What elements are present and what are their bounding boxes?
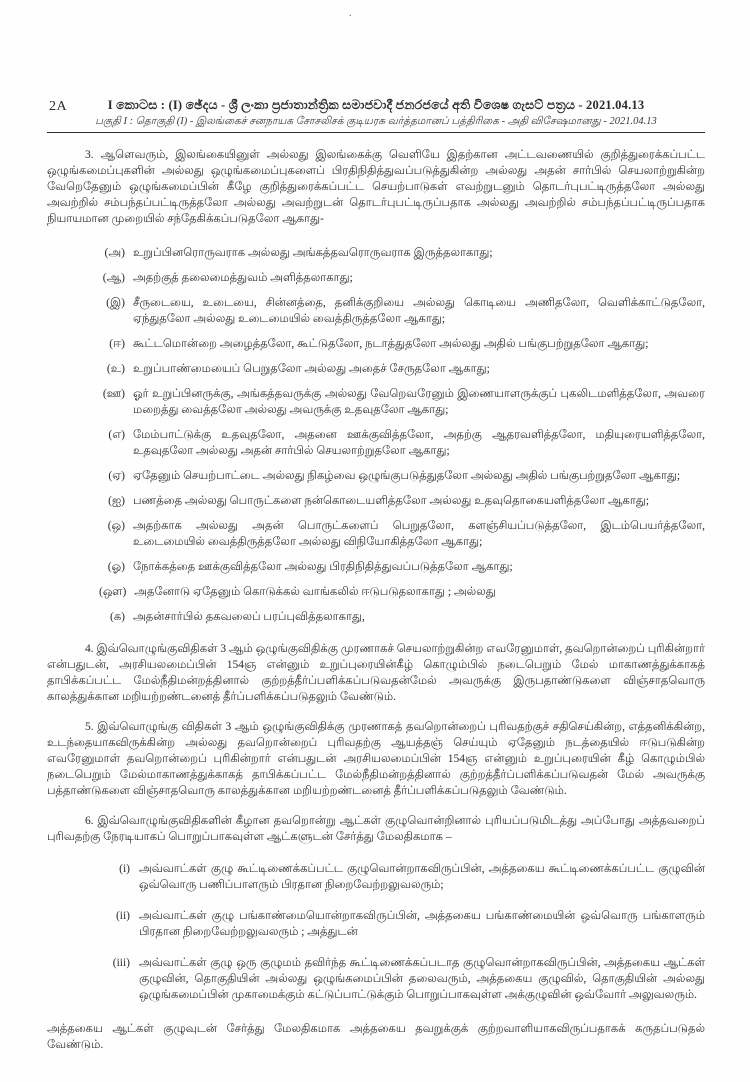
clause-item [99, 245, 705, 261]
clause-marker: (ஈ) [109, 338, 125, 350]
subclause-text: அவ்வாட்கள் குழு ஒரு குழுமம் தவிர்ந்த கூட்டிணைக்கப்படாத குழுவொன்றாகவிருப்பின், அத்தகைய ஆட்கள் குழுவின், தொகுதியின் அல்லது ஒழுங்கமைப்பின் தலைவரும், அத்தகைய குழுவில், தொகுதியின் அல்லது ஒழுங்கமைப்பின் முகாமைக்கும் கட்டுப்பாட்டுக்கும் பொறுப்பாகவுள்ள அக்குழுவின் ஒவ்வோர் அலுவலரும். [139, 957, 705, 1001]
clause-item [99, 468, 705, 484]
subclause-marker: (i) [119, 863, 130, 875]
subclause-item [109, 908, 705, 940]
clause-text: ஏதேனும் செயற்பாட்டை அல்லது நிகழ்வை ஒழுங்குபடுத்துதலோ அல்லது அதில் பங்குபற்றுதலோ ஆகாது; [133, 470, 681, 482]
subclause-text: அவ்வாட்கள் குழு கூட்டிணைக்கப்பட்ட குழுவொன்றாகவிருப்பின், அத்தகைய கூட்டிணைக்கப்பட்ட குழுவின் ஒவ்வொரு பணிப்பாளரும் பிரதான நிறைவேற்றலுவலரும்; [139, 863, 705, 891]
clause-text: உறுப்பினரொருவராக அல்லது அங்கத்தவரொருவராக இருத்தலாகாது; [133, 247, 493, 259]
clause-text: அதனோடு ஏதேனும் கொடுக்கல் வாங்கலில் ஈடுபடுதலாகாது ; அல்லது [134, 586, 496, 598]
subclause-item [109, 955, 705, 1003]
clause-text: அதன்சார்பில் தகவலைப் பரப்புவித்தலாகாது, [133, 611, 365, 623]
clause-marker: (எ) [108, 429, 125, 441]
clause-text: நோக்கத்தை ஊக்குவித்தலோ அல்லது பிரதிநிதித்துவப்படுத்தலோ ஆகாது; [133, 561, 513, 573]
clause-text: கூட்டமொன்றை அழைத்தலோ, கூட்டுதலோ, நடாத்துதலோ அல்லது அதில் பங்குபற்றுதலோ ஆகாது; [133, 338, 649, 350]
clause-marker: (இ) [106, 297, 125, 309]
subclause-marker: (iii) [112, 957, 130, 969]
clause-item [99, 270, 705, 286]
clause-text: பணத்தை அல்லது பொருட்களை நன்கொடையளித்தலோ அல்லது உதவுதொகையளித்தலோ ஆகாது; [133, 495, 650, 507]
page-number: 2A [49, 99, 68, 114]
subclause-item [109, 861, 705, 893]
clause-marker: (ஏ) [108, 470, 125, 482]
paragraph-4: 4. இவ்வொழுங்குவிதிகள் 3 ஆம் ஒழுங்குவிதிக்கு முரணாகச் செயலாற்றுகின்ற எவரேனுமாள், தவறொன்றைப் புரிகின்றார் என்பதுடன், அரசியலமைப்பின் 154ஞ என்னும் உறுப்புரையின்கீழ் கொழும்பில் நடைபெறும் மேல் மாகாணத்துக்காகத் தாபிக்கப்பட்ட மேல்நீதிமன்றத்தினால் குற்றத்தீர்ப்பளிக்கப்படுவதன்மேல் அவருக்கு இருபதாண்டுகளை விஞ்சாதவொரு காலத்துக்கான மறியற்றண்டனைத் தீர்ப்பளிக்கப்படுதலும் வேண்டும். [47, 643, 705, 703]
clause-text: அதற்குத் தலைமைத்துவம் அளித்தலாகாது; [133, 272, 353, 284]
paragraph-5: 5. இவ்வொழுங்கு விதிகள் 3 ஆம் ஒழுங்குவிதிக்கு முரணாகத் தவறொன்றைப் புரிவதற்குச் சதிசெய்கின்ற, எத்தனிக்கின்ற, உடந்தையாகவிருக்கின்ற அல்லது தவறொன்றைப் புரிவதற்கு ஆயத்தஞ் செய்யும் ஏதேனும் நடத்தையில் ஈடுபடுகின்ற எவரேனுமாள் தவறொன்றைப் புரிகின்றார் என்பதுடன் அரசியலமைப்பின் 154ஞ என்னும் உறுப்புரையின் கீழ் கொழும்பில் நடைபெறும் மேல்மாகாணத்துக்காகத் தாபிக்கப்பட்ட மேல்நீதிமன்றத்தினால் குற்றத்தீர்ப்பளிக்கப்படுவதன் மேல் அவருக்கு பத்தாண்டுகளை விஞ்சாதவொரு காலத்துக்கான மறியற்றண்டனைத் தீர்ப்பளிக்கப்படுதலும் வேண்டும். [47, 721, 705, 797]
clause-item [99, 493, 705, 509]
clause-text: அதற்காக அல்லது அதன் பொருட்களைப் பெறுதலோ, களஞ்சியப்படுத்தலோ, இடம்பெயர்த்தலோ, உடைமையில் வைத்திருத்தலோ அல்லது விநியோகித்தலோ ஆகாது; [133, 520, 705, 548]
clause-item [99, 584, 705, 600]
closing-paragraph: அத்தகைய ஆட்கள் குழுவுடன் சேர்த்து மேலதிகமாக அத்தகைய தவறுக்குக் குற்றவாளியாகவிருப்பதாகக் கருதப்படுதல் வேண்டும். [47, 1023, 705, 1051]
clause-text: சீருடையை, உடையை, சின்னத்தை, தனிக்குறியை அல்லது கொடியை அணிதலோ, வெளிக்காட்டுதலோ, ஏந்துதலோ அல்லது உடைமையில் வைத்திருத்தலோ ஆகாது; [133, 297, 705, 325]
clause-marker: (ஐ) [108, 495, 125, 507]
clause-text: உறுப்பாண்மையைப் பெறுதலோ அல்லது அதைச் சேருதலோ ஆகாது; [133, 363, 490, 375]
clause-marker: (ஓ) [107, 561, 125, 573]
clause-item [99, 386, 705, 418]
header-line-tamil: பகுதி I : தொகுதி (I) - இலங்கைச் சனநாயக சோசலிசக் குடியரசு வர்த்தமானப் பத்திரிகை - அதி விசேஷமானது - 2021.04.13 [95, 116, 657, 127]
page-header [47, 98, 705, 133]
clause-marker: (அ) [104, 247, 125, 259]
clause-list-3 [47, 245, 705, 625]
document-body [47, 147, 705, 1053]
clause-marker: (ஊ) [102, 388, 125, 400]
clause-item [99, 559, 705, 575]
subclause-marker: (ii) [115, 910, 130, 922]
paragraph-6: 6. இவ்வொழுங்குவிதிகளின் கீழான தவறொன்று ஆட்கள் குழுவொன்றினால் புரியப்படுமிடத்து அப்போது அத்தவறைப் புரிவதற்கு நேரடியாகப் பொறுப்பாகவுள்ள ஆட்களுடன் சேர்த்து மேலதிகமாக – [47, 815, 705, 843]
clause-marker: (ஒ) [107, 520, 125, 532]
clause-item [99, 427, 705, 459]
clause-item [99, 295, 705, 327]
header-line-sinhala: I කොටස : (I) ඡේදය - ශ්‍රී ලංකා ප්‍රජාතාන්ත්‍රික සමාජවාදී ජනරජයේ අති විශෙෂ ගැසට් පත්‍රය - 2021.04.13 [107, 98, 645, 112]
clause-marker: (க) [109, 611, 125, 623]
clause-item [99, 361, 705, 377]
clause-item [99, 336, 705, 352]
subclause-text: அவ்வாட்கள் குழு பங்காண்மையொன்றாகவிருப்பின், அத்தகைய பங்காண்மையின் ஒவ்வொரு பங்காளரும் பிரதான நிறைவேற்றலுவலரும் ; அத்துடன் [139, 910, 705, 938]
clause-text: மேம்பாட்டுக்கு உதவுதலோ, அதனை ஊக்குவித்தலோ, அதற்கு ஆதரவளித்தலோ, மதியுரையளித்தலோ, உதவுதலோ அல்லது அதன் சார்பில் செயலாற்றுதலோ ஆகாது; [133, 429, 705, 457]
clause-marker: (ஆ) [102, 272, 125, 284]
subclause-list-6 [47, 861, 705, 1003]
page-mark-dot: . [349, 8, 352, 19]
clause-text: ஓர் உறுப்பினருக்கு, அங்கத்தவருக்கு அல்லது வேறெவரேனும் இணையாளருக்குப் புகலிடமளித்தலோ, அவரை மறைத்து வைத்தலோ அல்லது அவருக்கு உதவுதலோ ஆகாது; [133, 388, 705, 416]
clause-marker: (உ) [106, 363, 125, 375]
clause-item [99, 609, 705, 625]
paragraph-3: 3. ஆளெவரும், இலங்கையினுள் அல்லது இலங்கைக்கு வெளியே இதற்கான அட்டவணையில் குறித்துரைக்கப்பட்ட ஒழுங்கமைப்புகளின் அல்லது ஒழுங்கமைப்புகளைப் பிரதிநிதித்துவப்படுத்துகின்ற அல்லது அதன் சார்பில் செயலாற்றுகின்ற வேறெதேனும் ஒழுங்கமைப்பின் கீழே குறித்துரைக்கப்பட்ட செயற்பாடுகள் எவற்றுடனும் தொடர்புபட்டிருத்தலோ அல்லது அவற்றில் சம்பந்தப்பட்டிருத்தலோ அல்லது அவற்றுடன் தொடர்புபட்டிருப்பதாக அல்லது அவற்றில் சம்பந்தப்பட்டிருப்பதாக நியாயமான முறையில் சந்தேகிக்கப்படுதலோ ஆகாது- [47, 149, 705, 225]
clause-item [99, 518, 705, 550]
clause-marker: (ஔ) [99, 586, 127, 598]
